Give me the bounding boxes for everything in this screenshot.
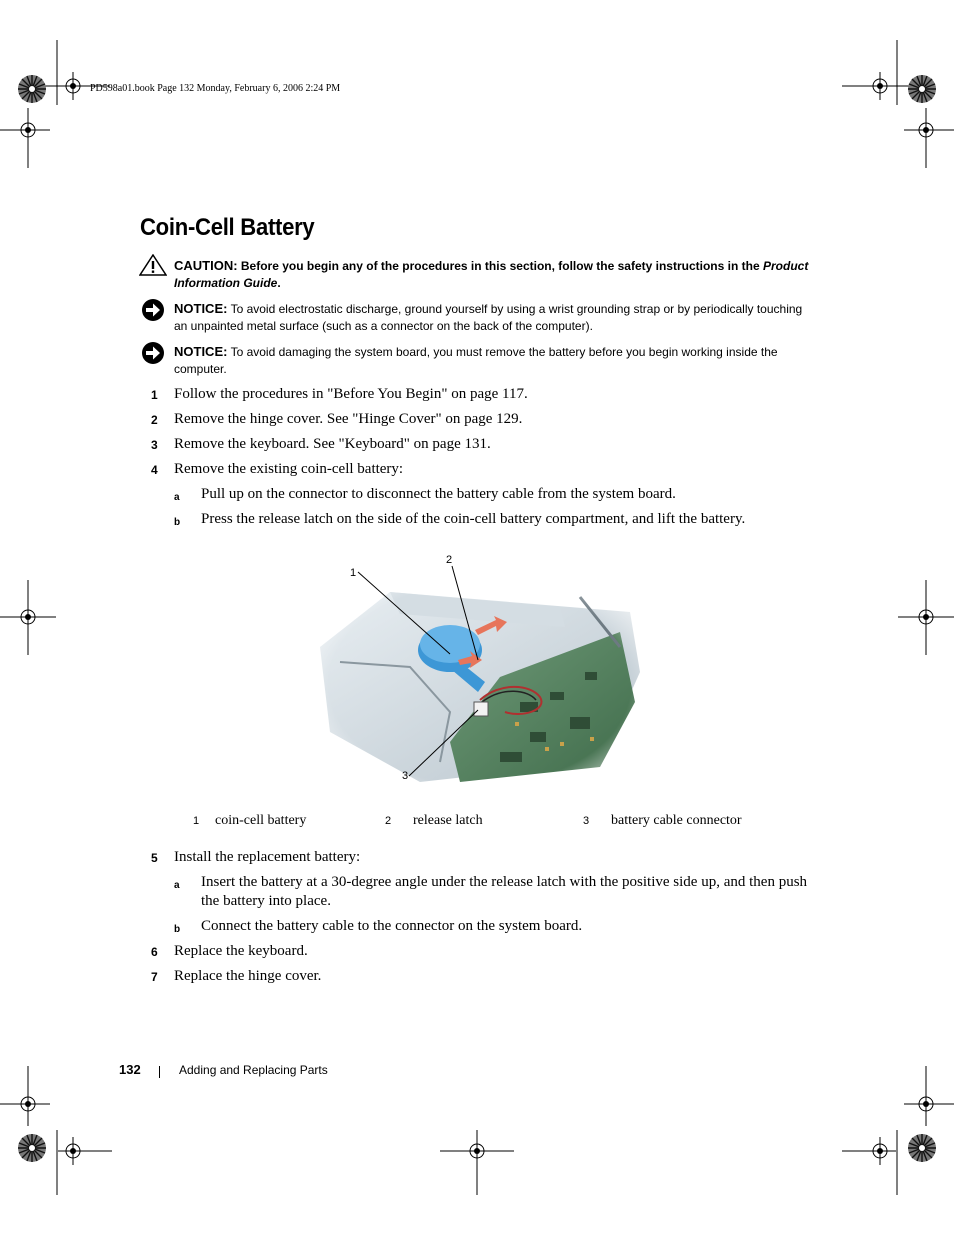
print-slug: PD598a01.book Page 132 Monday, February 6, 2006 2:24 PM xyxy=(90,83,341,94)
caution-icon xyxy=(139,254,167,276)
step-text: Remove the hinge cover. See "Hinge Cover" on page 129. xyxy=(174,411,523,427)
page-title: Coin-Cell Battery xyxy=(140,214,315,241)
callout-number: 2 xyxy=(446,554,453,566)
notice-label: NOTICE: xyxy=(174,301,228,316)
step-number: 5 xyxy=(151,851,158,865)
substep-letter: a xyxy=(174,880,180,891)
legend-number: 2 xyxy=(385,815,392,827)
legend-text: battery cable connector xyxy=(611,813,742,828)
substep-text: Connect the battery cable to the connector on the system board. xyxy=(201,918,583,934)
substep xyxy=(174,485,814,504)
substep-letter: b xyxy=(174,924,181,935)
step-text: Remove the keyboard. See "Keyboard" on page 131. xyxy=(174,436,491,452)
caution-label: CAUTION: xyxy=(174,258,238,273)
callout-number: 1 xyxy=(350,567,357,579)
caution-guide-title: Product Information Guide xyxy=(174,259,809,290)
step-number: 6 xyxy=(151,945,158,959)
page-number: 132 xyxy=(119,1062,141,1077)
notice-icon xyxy=(141,298,165,322)
step xyxy=(151,385,811,404)
notice-label: NOTICE: xyxy=(174,344,228,359)
step xyxy=(151,967,811,986)
notice-text: To avoid damaging the system board, you must remove the battery before you begin working inside the computer. xyxy=(174,345,778,376)
step-number: 1 xyxy=(151,388,158,402)
step xyxy=(151,848,811,867)
notice-icon xyxy=(141,341,165,365)
substep xyxy=(174,873,814,911)
step-text: Replace the hinge cover. xyxy=(174,968,322,984)
legend-number: 3 xyxy=(583,815,590,827)
substep-letter: b xyxy=(174,517,181,528)
notice-note xyxy=(174,343,814,378)
substep-letter: a xyxy=(174,492,180,503)
callout-number: 3 xyxy=(402,770,409,782)
step xyxy=(151,410,811,429)
legend-number: 1 xyxy=(193,815,200,827)
step-number: 4 xyxy=(151,463,158,477)
caution-text: Before you begin any of the procedures in this section, follow the safety instructions in the xyxy=(240,259,760,273)
step-text: Follow the procedures in "Before You Begin" on page 117. xyxy=(174,386,528,402)
footer-divider xyxy=(159,1066,160,1078)
notice-text: To avoid electrostatic discharge, ground yourself by using a wrist grounding strap or by periodically touching an unpainted metal surface (such as a connector on the back of the computer). xyxy=(174,302,803,333)
step xyxy=(151,942,811,961)
step-text: Install the replacement battery: xyxy=(174,849,361,865)
footer-section-title: Adding and Replacing Parts xyxy=(179,1063,328,1077)
step-number: 2 xyxy=(151,413,158,427)
substep xyxy=(174,917,814,936)
coin-cell-battery-illustration xyxy=(300,552,660,792)
substep-text: Press the release latch on the side of the coin-cell battery compartment, and lift the battery. xyxy=(201,511,746,527)
notice-note xyxy=(174,300,814,335)
legend-text: release latch xyxy=(413,813,483,828)
step xyxy=(151,435,811,454)
legend-text: coin-cell battery xyxy=(215,813,307,828)
step-text: Replace the keyboard. xyxy=(174,943,308,959)
step-number: 3 xyxy=(151,438,158,452)
substep-text: Pull up on the connector to disconnect the battery cable from the system board. xyxy=(201,486,676,502)
step-number: 7 xyxy=(151,970,158,984)
caution-note: CAUTION: Before you begin any of the procedures in this section, follow the safety instructions in the Product Information Guide. xyxy=(174,258,809,290)
substep-text: Insert the battery at a 30-degree angle under the release latch with the positive side up, and then push the battery into place. xyxy=(201,874,808,909)
step-text: Remove the existing coin-cell battery: xyxy=(174,461,404,477)
step xyxy=(151,460,811,479)
substep xyxy=(174,510,814,529)
